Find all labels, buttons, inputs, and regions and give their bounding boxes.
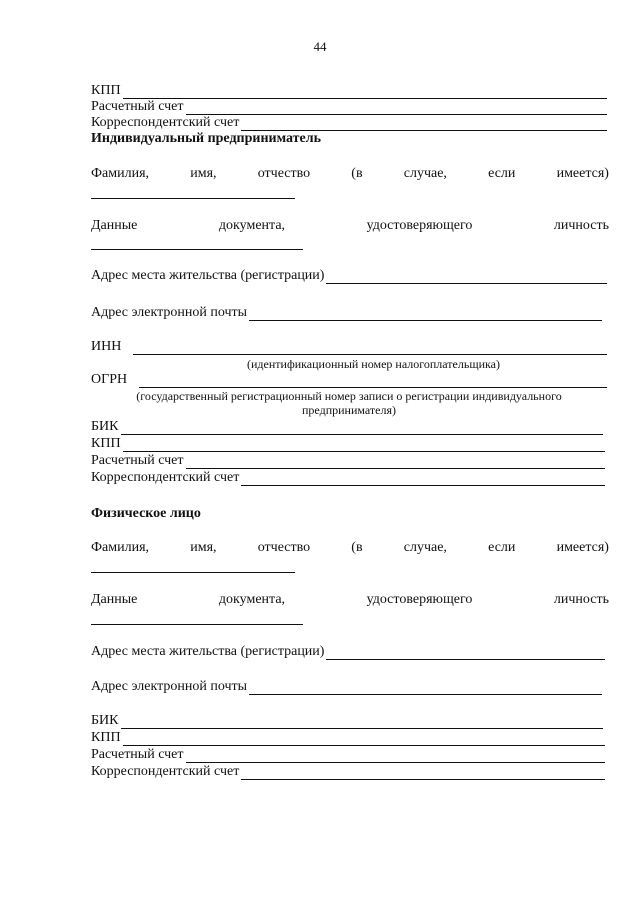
ie-name-word: если [488,166,516,181]
ie-doc-word: личность [553,218,609,233]
ie-kpp-field[interactable] [91,436,605,452]
ind-name-word: имя, [190,540,217,555]
ind-kpp-line[interactable] [123,733,605,746]
ie-doc-word: удостоверяющего [366,218,473,233]
ie-ogrn-field[interactable] [91,372,607,388]
ie-name-word: случае, [403,166,447,181]
ind-name-word: отчество [257,540,311,555]
ind-address-field[interactable] [91,644,605,660]
ind-kpp-field[interactable] [91,730,605,746]
ie-name-label [91,166,609,182]
ind-email-field[interactable] [91,679,602,695]
ind-doc-word: Данные [91,592,138,607]
ie-account-field[interactable] [91,453,605,469]
ie-name-word: имя, [190,166,217,181]
entrepreneur-heading: Индивидуальный предприниматель [91,131,322,146]
ie-doc-label [91,218,609,234]
account-field[interactable] [91,99,607,115]
ind-name-word: (в [351,540,363,555]
ie-bik-label: БИК [91,419,119,434]
ind-account-label: Расчетный счет [91,747,184,762]
ind-doc-line[interactable] [91,624,303,625]
ind-email-label: Адрес электронной почты [91,679,248,694]
ie-ogrn-caption-1: (государственный регистрационный номер записи о регистрации индивидуального [136,389,562,403]
page-number: 44 [313,39,327,54]
ind-corr-account-label: Корреспондентский счет [91,764,240,779]
ie-inn-label: ИНН [91,339,122,354]
ind-doc-label [91,592,609,608]
individual-heading: Физическое лицо [91,506,201,521]
ind-corr-account-line[interactable] [241,767,605,780]
corr-account-line[interactable] [241,118,607,131]
ind-name-word: случае, [403,540,447,555]
ie-account-label: Расчетный счет [91,453,184,468]
ind-name-label [91,540,609,556]
ie-bik-field[interactable] [91,419,603,435]
ie-doc-word: Данные [91,218,138,233]
ie-corr-account-label: Корреспондентский счет [91,470,240,485]
ie-corr-account-line[interactable] [241,473,605,486]
ie-kpp-label: КПП [91,436,121,451]
kpp-field[interactable] [91,83,607,99]
ind-bik-label: БИК [91,713,119,728]
corr-account-label: Корреспондентский счет [91,115,240,130]
ie-address-field[interactable] [91,268,607,284]
ind-address-label: Адрес места жительства (регистрации) [91,644,325,659]
ie-ogrn-label: ОГРН [91,372,128,387]
ie-address-label: Адрес места жительства (регистрации) [91,268,325,283]
ie-corr-account-field[interactable] [91,470,605,486]
ie-doc-word: документа, [218,218,286,233]
ie-name-word: отчество [257,166,311,181]
ind-corr-account-field[interactable] [91,764,605,780]
ind-email-line[interactable] [249,682,602,695]
ie-inn-caption: (идентификационный номер налогоплательщика) [247,357,500,371]
ind-name-line[interactable] [91,572,295,573]
account-line[interactable] [186,102,607,115]
ind-doc-word: личность [553,592,609,607]
ind-account-field[interactable] [91,747,605,763]
ie-inn-field[interactable] [91,339,607,355]
ind-name-word: имеется) [556,540,609,555]
ie-name-word: Фамилия, [91,166,150,181]
ie-bik-line[interactable] [121,422,604,435]
ie-name-word: (в [351,166,363,181]
ind-doc-word: удостоверяющего [366,592,473,607]
ind-doc-word: документа, [218,592,286,607]
ind-bik-field[interactable] [91,713,603,729]
ind-name-word: если [488,540,516,555]
ie-name-line[interactable] [91,198,295,199]
ie-ogrn-caption-2: предпринимателя) [302,403,396,417]
corr-account-field[interactable] [91,115,607,131]
ie-email-label: Адрес электронной почты [91,305,248,320]
ie-email-field[interactable] [91,305,602,321]
ind-account-line[interactable] [186,750,605,763]
ie-address-line[interactable] [326,271,607,284]
ie-kpp-line[interactable] [123,439,605,452]
ind-name-word: Фамилия, [91,540,150,555]
ind-kpp-label: КПП [91,730,121,745]
ie-inn-line[interactable] [133,342,607,355]
ind-address-line[interactable] [326,647,605,660]
ind-bik-line[interactable] [121,716,604,729]
account-label: Расчетный счет [91,99,184,114]
kpp-line[interactable] [123,86,607,99]
ie-doc-line[interactable] [91,249,303,250]
ie-name-word: имеется) [556,166,609,181]
ie-account-line[interactable] [186,456,605,469]
kpp-label: КПП [91,83,121,98]
ie-email-line[interactable] [249,308,602,321]
ie-ogrn-line[interactable] [139,375,607,388]
